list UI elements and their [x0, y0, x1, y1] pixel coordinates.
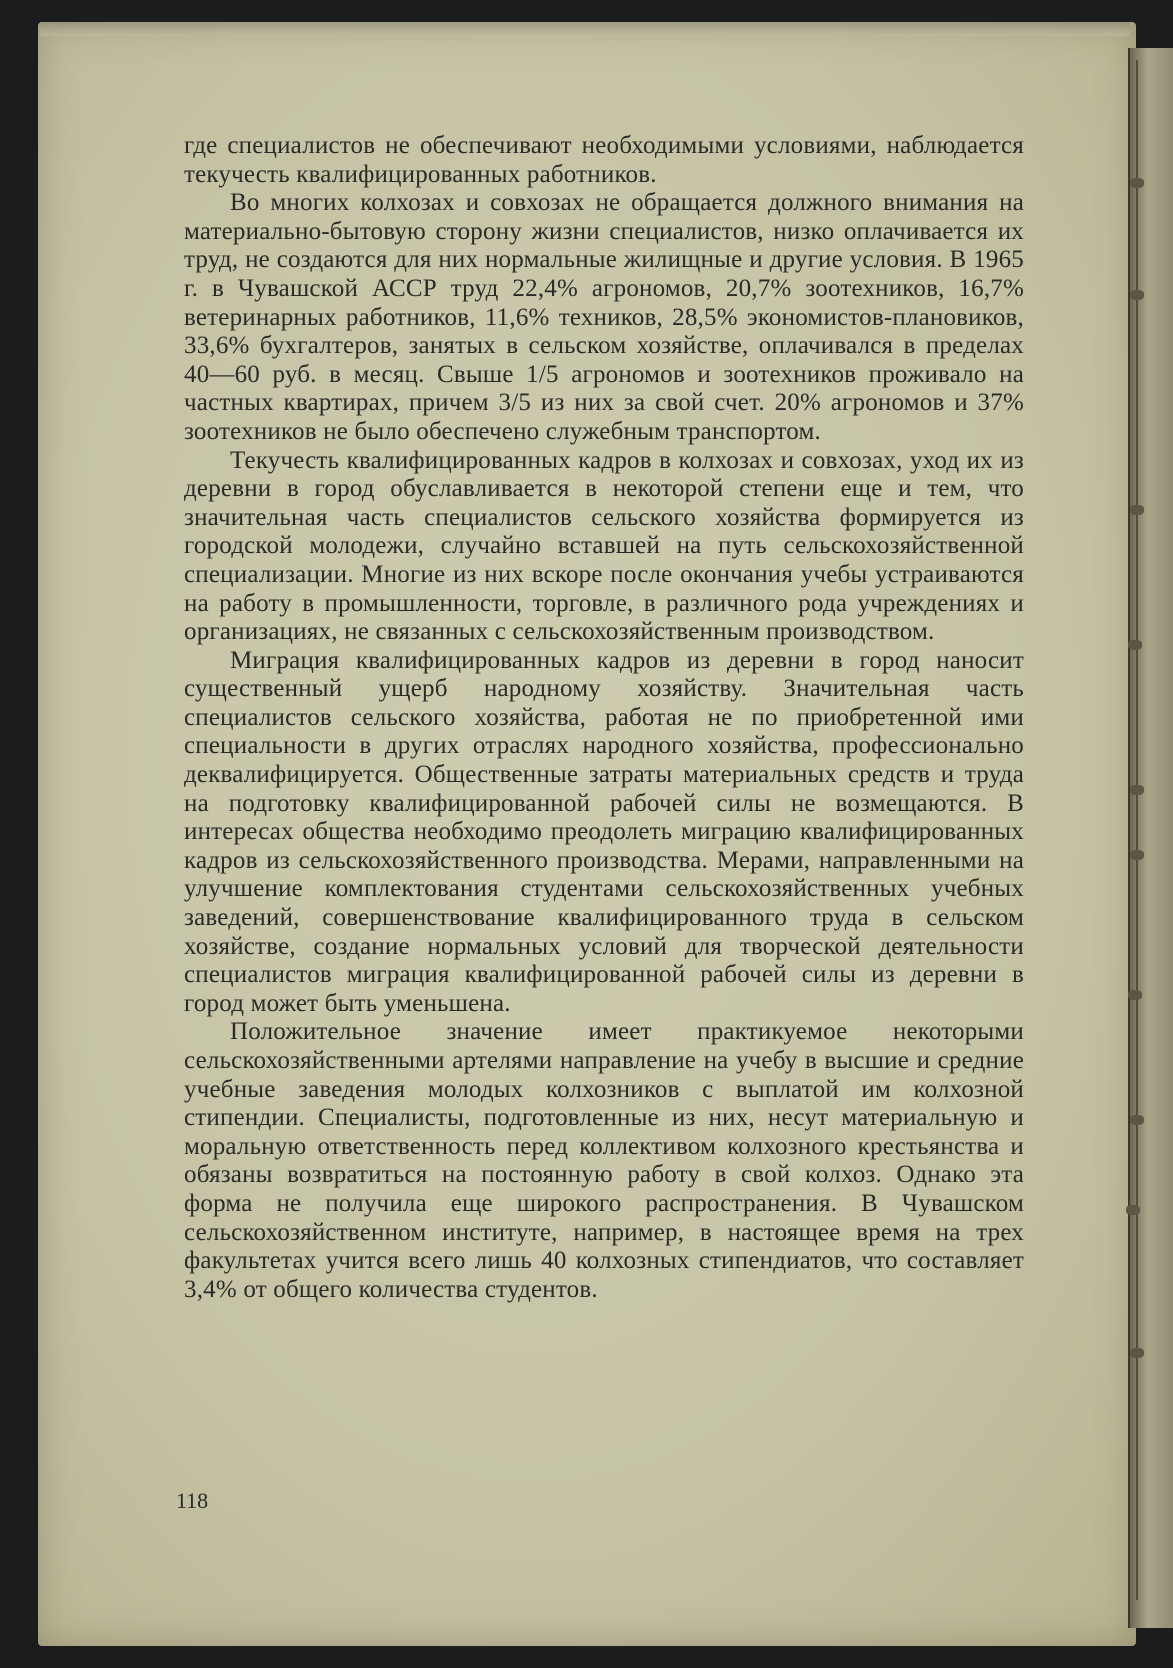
adjacent-page-edge	[1128, 48, 1173, 1628]
binding-stitch	[1130, 1115, 1144, 1125]
paragraph: где специалистов не обеспечивают необходимыми условиями, наблюдается текучесть квалифицированных работников.	[184, 132, 1024, 188]
binding-stitch	[1128, 990, 1142, 1000]
paragraph: Во многих колхозах и совхозах не обращается должного внимания на материально-бытовую сторону жизни специалистов, низко оплачивается их труд, не создаются для них нормальные жилищные и другие условия. В 1965 г. в Чувашской АССР труд 22,4% агрономов, 20,7% зоотехников, 16,7% ветеринарных работников, 11,6% техников, 28,5% экономистов-плановиков, 33,6% бухгалтеров, занятых в сельском хозяйстве, оплачивался в пределах 40—60 руб. в месяц. Свыше 1/5 агрономов и зоотехников проживало на частных квартирах, причем 3/5 из них за свой счет. 20% агрономов и 37% зоотехников не было обеспечено служебным транспортом.	[184, 189, 1024, 445]
paragraph: Положительное значение имеет практикуемое некоторыми сельскохозяйственными артелями направление на учебу в высшие и средние учебные заведения молодых колхозников с выплатой им колхозной стипендии. Специалисты, подготовленные из них, несут материальную и моральную ответственность перед коллективом колхозного крестьянства и обязаны возвратиться на постоянную работу в свой колхоз. Однако эта форма не получила еще широкого распространения. В Чувашском сельскохозяйственном институте, например, в настоящее время на трех факультетах учится всего лишь 40 колхозных стипендиатов, что составляет 3,4% от общего количества студентов.	[184, 1018, 1024, 1303]
binding-stitch	[1130, 785, 1144, 795]
body-text	[184, 132, 1024, 1304]
page-top-edge	[40, 22, 1130, 36]
binding-stitch	[1130, 1348, 1144, 1358]
binding-stitch	[1130, 505, 1144, 515]
binding-stitch	[1130, 290, 1144, 300]
paragraph: Миграция квалифицированных кадров из деревни в город наносит существенный ущерб народному хозяйству. Значительная часть специалистов сельского хозяйства, работая не по приобретенной ими специальности в других отраслях народного хозяйства, профессионально деквалифицируется. Общественные затраты материальных средств и труда на подготовку квалифицированной рабочей силы не возмещаются. В интересах общества необходимо преодолеть миграцию квалифицированных кадров из сельскохозяйственного производства. Мерами, направленными на улучшение комплектования студентами сельскохозяйственных учебных заведений, совершенствование квалифицированного труда в сельском хозяйстве, создание нормальных условий для творческой деятельности специалистов миграция квалифицированной рабочей силы из деревни в город может быть уменьшена.	[184, 646, 1024, 1017]
page-number: 118	[176, 1488, 209, 1513]
paragraph: Текучесть квалифицированных кадров в колхозах и совхозах, уход их из деревни в город обуславливается в некоторой степени еще и тем, что значительная часть специалистов сельского хозяйства формируется из городской молодежи, случайно вставшей на путь сельскохозяйственной специализации. Многие из них вскоре после окончания учебы устраиваются на работу в промышленности, торговле, в различного рода учреждениях и организациях, не связанных с сельскохозяйственным производством.	[184, 446, 1024, 646]
binding-stitch	[1128, 640, 1142, 650]
binding-stitch	[1130, 178, 1144, 188]
binding-stitch	[1130, 850, 1144, 860]
binding-stitch	[1126, 1205, 1140, 1215]
